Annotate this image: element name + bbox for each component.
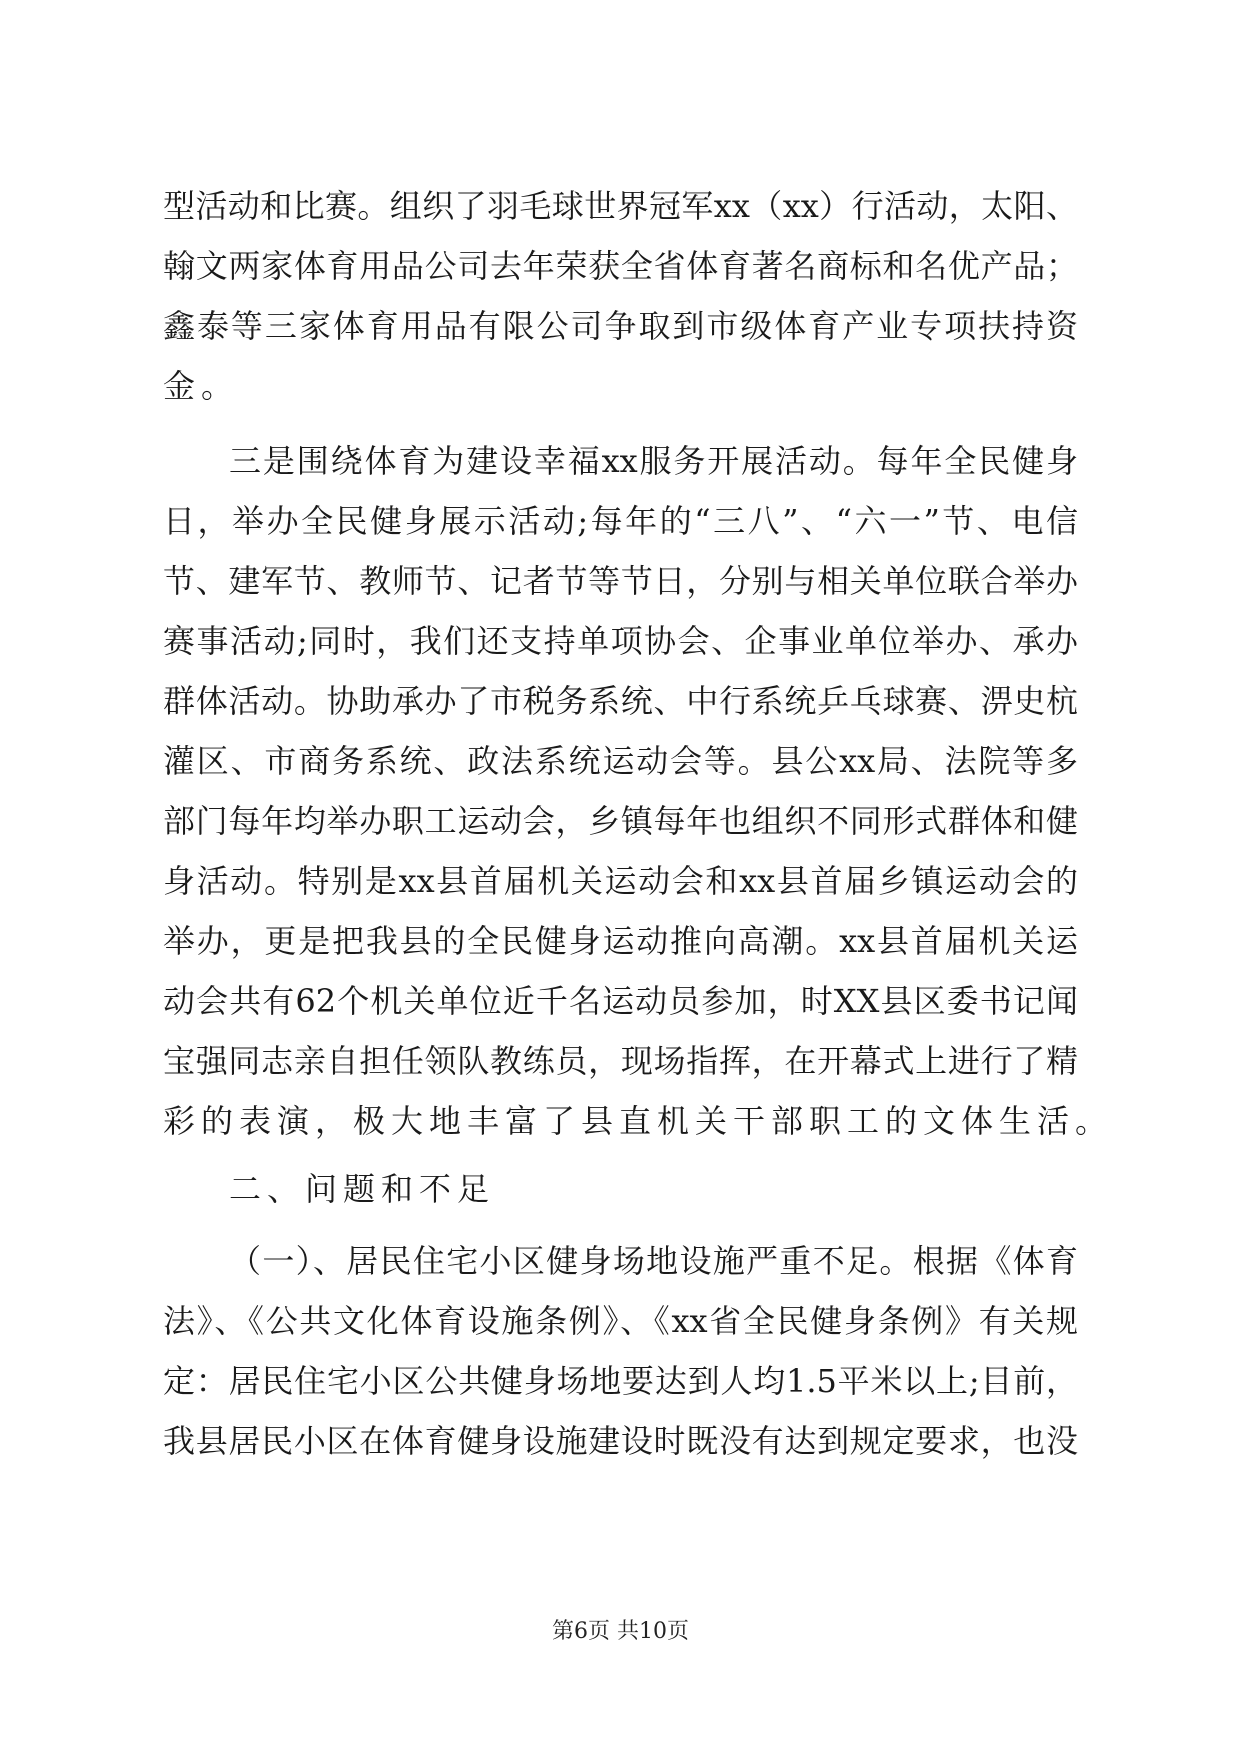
text-line: 宝强同志亲自担任领队教练员，现场指挥，在开幕式上进行了精 xyxy=(163,1042,1078,1080)
text-line: 节、建军节、教师节、记者节等节日，分别与相关单位联合举办 xyxy=(163,562,1078,600)
text-line: 我县居民小区在体育健身设施建设时既没有达到规定要求，也没 xyxy=(163,1422,1078,1460)
text-line: 群体活动。协助承办了市税务系统、中行系统乒乓球赛、淠史杭 xyxy=(163,682,1078,720)
text-line: 灌区、市商务系统、政法系统运动会等。县公xx局、法院等多 xyxy=(163,742,1078,780)
text-line: 彩的表演，极大地丰富了县直机关干部职工的文体生活。 xyxy=(163,1102,1114,1140)
text-line: 翰文两家体育用品公司去年荣获全省体育著名商标和名优产品； xyxy=(163,247,1078,285)
text-line: 身活动。特别是xx县首届机关运动会和xx县首届乡镇运动会的 xyxy=(163,862,1078,900)
text-line: 举办，更是把我县的全民健身运动推向高潮。xx县首届机关运 xyxy=(163,922,1078,960)
section-heading: 二、问题和不足 xyxy=(229,1170,496,1208)
paragraph-first-line: （一）、居民住宅小区健身场地设施严重不足。根据《体育 xyxy=(229,1242,1078,1280)
text-line: 法》、《公共文化体育设施条例》、《xx省全民健身条例》有关规 xyxy=(163,1302,1078,1340)
paragraph-first-line: 三是围绕体育为建设幸福xx服务开展活动。每年全民健身 xyxy=(229,442,1078,480)
text-line: 型活动和比赛。组织了羽毛球世界冠军xx（xx）行活动，太阳、 xyxy=(163,187,1078,225)
text-line: 日，举办全民健身展示活动;每年的“三八”、“六一”节、电信 xyxy=(163,502,1078,540)
text-line: 定：居民住宅小区公共健身场地要达到人均1.5平米以上;目前， xyxy=(163,1362,1078,1400)
page-number-footer: 第6页 共10页 xyxy=(552,1619,689,1644)
text-line: 部门每年均举办职工运动会，乡镇每年也组织不同形式群体和健 xyxy=(163,802,1078,840)
text-line: 动会共有62个机关单位近千名运动员参加，时XX县区委书记闻 xyxy=(163,982,1078,1020)
text-line: 金。 xyxy=(163,367,240,405)
text-line: 鑫泰等三家体育用品有限公司争取到市级体育产业专项扶持资 xyxy=(163,307,1078,345)
text-line: 赛事活动;同时，我们还支持单项协会、企事业单位举办、承办 xyxy=(163,622,1078,660)
